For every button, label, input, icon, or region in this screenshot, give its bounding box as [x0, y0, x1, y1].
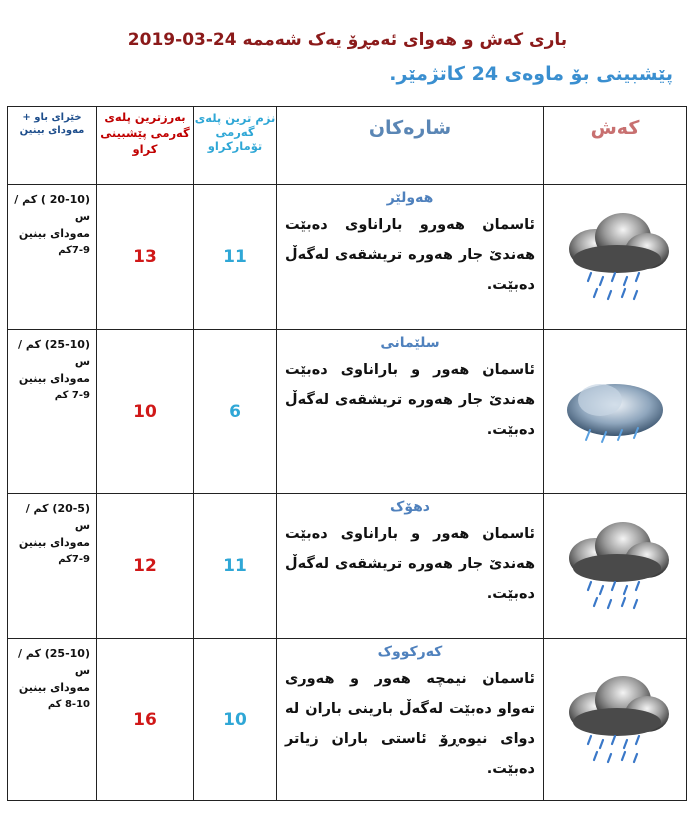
rain-cloud-icon	[555, 207, 675, 307]
visibility-label: مەودای بینین	[18, 681, 90, 694]
min-temp: 11	[194, 494, 277, 639]
min-temp: 11	[194, 185, 277, 330]
header-weather: کەش	[544, 107, 687, 185]
city-name: کەرکووک	[377, 644, 443, 660]
wind-speed: (20-5) کم /س	[25, 502, 90, 532]
weather-cell	[544, 639, 687, 801]
weather-description: ئاسمان هەور و باراناوی دەبێت هەندێ جار هەوره تریشقەی لەگەڵ دەبێت.	[285, 526, 535, 602]
header-cities: شارەکان	[277, 107, 544, 185]
weather-description: ئاسمان هەورو باراناوی دەبێت هەندێ جار هەوره تریشقەی لەگەڵ دەبێت.	[285, 217, 535, 293]
weather-description: ئاسمان نیمچە هەور و هەوری تەواو دەبێت لەگەڵ بارینی باران لە دوای نیوەڕۆ ئاستی باران زیاتر دەبێت.	[285, 671, 535, 777]
wind-speed: (25-10) کم /س	[18, 338, 90, 368]
forecast-table	[7, 106, 687, 801]
header-min-temp: نزم ترین پلەی گەرمی تۆمارکراو	[194, 107, 277, 185]
storm-cloud-icon	[560, 372, 670, 452]
wind-speed: (20-10 ) کم /س	[14, 193, 90, 223]
rain-cloud-icon	[555, 670, 675, 770]
city-name: دهۆک	[389, 499, 430, 515]
city-cell	[277, 494, 544, 639]
city-cell	[277, 185, 544, 330]
table-row	[8, 185, 687, 330]
header-wind: خێرای باو + مەودای بینین	[8, 107, 97, 185]
table-row	[8, 494, 687, 639]
city-cell	[277, 330, 544, 494]
forecast-subtitle: پێشبینی بۆ ماوەی 24 کاتژمێر.	[389, 63, 673, 85]
min-temp: 10	[194, 639, 277, 801]
wind-cell	[8, 330, 97, 494]
wind-speed: (25-10) کم /س	[18, 647, 90, 677]
table-header-row	[8, 107, 687, 185]
visibility-value: 7-9کم	[58, 245, 90, 256]
weather-cell	[544, 494, 687, 639]
rain-cloud-icon	[555, 516, 675, 616]
visibility-value: 7-9 کم	[54, 390, 90, 401]
weather-cell	[544, 330, 687, 494]
max-temp: 13	[97, 185, 194, 330]
wind-cell	[8, 494, 97, 639]
max-temp: 10	[97, 330, 194, 494]
city-cell	[277, 639, 544, 801]
city-name: سلێمانی	[380, 335, 440, 351]
max-temp: 16	[97, 639, 194, 801]
header-max-temp: بەرزترین پلەی گەرمی پێشبینی کراو	[97, 107, 194, 185]
visibility-label: مەودای بینین	[18, 372, 90, 385]
visibility-value: 7-9کم	[58, 554, 90, 565]
table-row	[8, 639, 687, 801]
weather-description: ئاسمان هەور و باراناوی دەبێت هەندێ جار هەوره تریشقەی لەگەڵ دەبێت.	[285, 362, 535, 438]
min-temp: 6	[194, 330, 277, 494]
wind-cell	[8, 185, 97, 330]
max-temp: 12	[97, 494, 194, 639]
visibility-label: مەودای بینین	[18, 227, 90, 240]
weather-cell	[544, 185, 687, 330]
table-row	[8, 330, 687, 494]
wind-cell	[8, 639, 97, 801]
page-title: باری کەش و هەوای ئەمڕۆ یەک شەممە 24-03-2019	[127, 30, 568, 50]
visibility-label: مەودای بینین	[18, 536, 90, 549]
visibility-value: 8-10 کم	[47, 699, 90, 710]
city-name: هەولێر	[386, 190, 434, 206]
